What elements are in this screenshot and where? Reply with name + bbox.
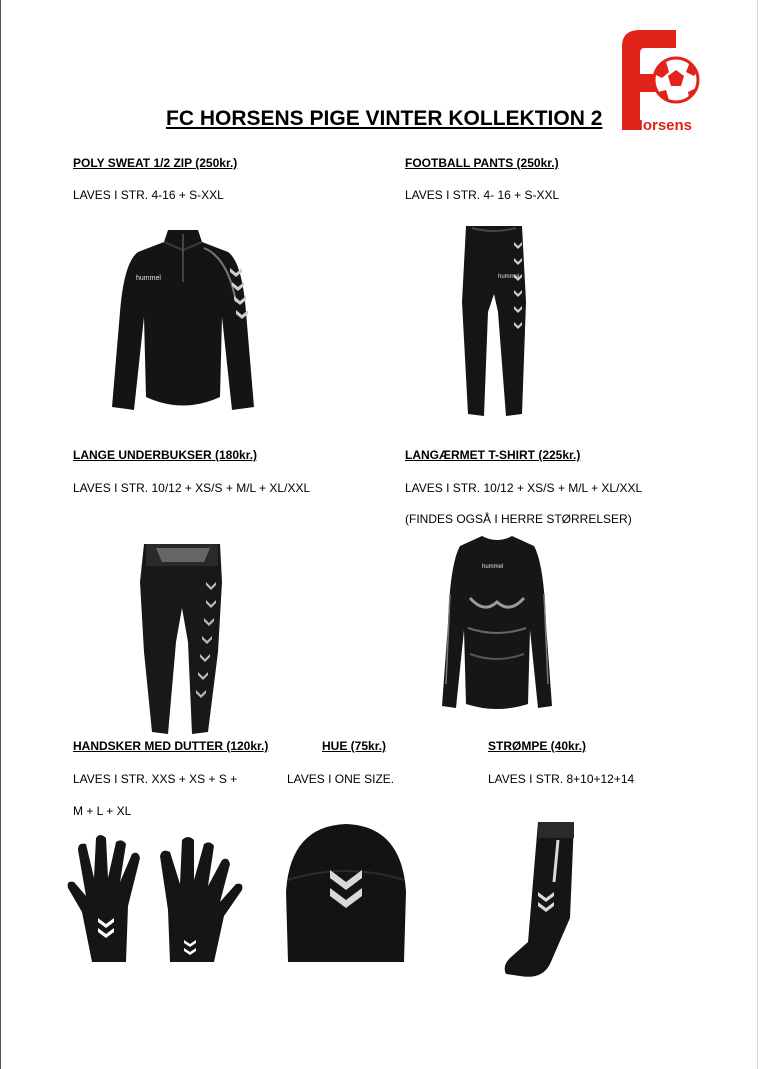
jacket-icon	[108, 222, 258, 422]
logo-text: Horsens	[632, 117, 693, 134]
product-heading-longsleeve-shirt: LANGÆRMET T-SHIRT (225kr.)	[405, 448, 581, 462]
product-sizes-poly-sweat: LAVES I STR. 4-16 + S-XXL	[73, 188, 224, 202]
gloves-icon	[64, 832, 250, 968]
page-edge-left	[0, 0, 1, 1069]
product-sizes-longsleeve-shirt: LAVES I STR. 10/12 + XS/S + M/L + XL/XXL	[405, 481, 643, 495]
pants-brand-label: hummel	[498, 274, 520, 280]
jacket-brand-label: hummel	[136, 275, 161, 282]
product-note-longsleeve-shirt: (FINDES OGSÅ I HERRE STØRRELSER)	[405, 512, 632, 526]
longsleeve-shirt-icon	[440, 534, 554, 716]
page-edge-right	[757, 0, 758, 1069]
product-sizes-beanie: LAVES I ONE SIZE.	[287, 772, 395, 786]
sock-icon	[498, 818, 582, 984]
fc-horsens-logo	[614, 26, 706, 136]
product-sizes-football-pants: LAVES I STR. 4- 16 + S-XXL	[405, 188, 560, 202]
underpants-icon	[138, 542, 228, 738]
product-sizes-long-underpants: LAVES I STR. 10/12 + XS/S + M/L + XL/XXL	[73, 481, 311, 495]
product-heading-long-underpants: LANGE UNDERBUKSER (180kr.)	[73, 448, 258, 462]
product-heading-gloves: HANDSKER MED DUTTER (120kr.)	[73, 739, 269, 753]
product-heading-sock: STRØMPE (40kr.)	[488, 739, 587, 753]
beanie-icon	[282, 822, 410, 968]
page-title: FC HORSENS PIGE VINTER KOLLEKTION 2	[166, 107, 603, 130]
product-heading-football-pants: FOOTBALL PANTS (250kr.)	[405, 156, 559, 170]
pants-icon	[458, 222, 530, 420]
product-sizes-sock: LAVES I STR. 8+10+12+14	[488, 772, 635, 786]
product-sizes-gloves: LAVES I STR. XXS + XS + S +	[73, 772, 238, 786]
product-heading-poly-sweat: POLY SWEAT 1/2 ZIP (250kr.)	[73, 156, 238, 170]
product-sizes-gloves-line2: M + L + XL	[73, 804, 132, 818]
shirt-brand-label: hummel	[482, 564, 504, 570]
product-heading-beanie: HUE (75kr.)	[322, 739, 387, 753]
